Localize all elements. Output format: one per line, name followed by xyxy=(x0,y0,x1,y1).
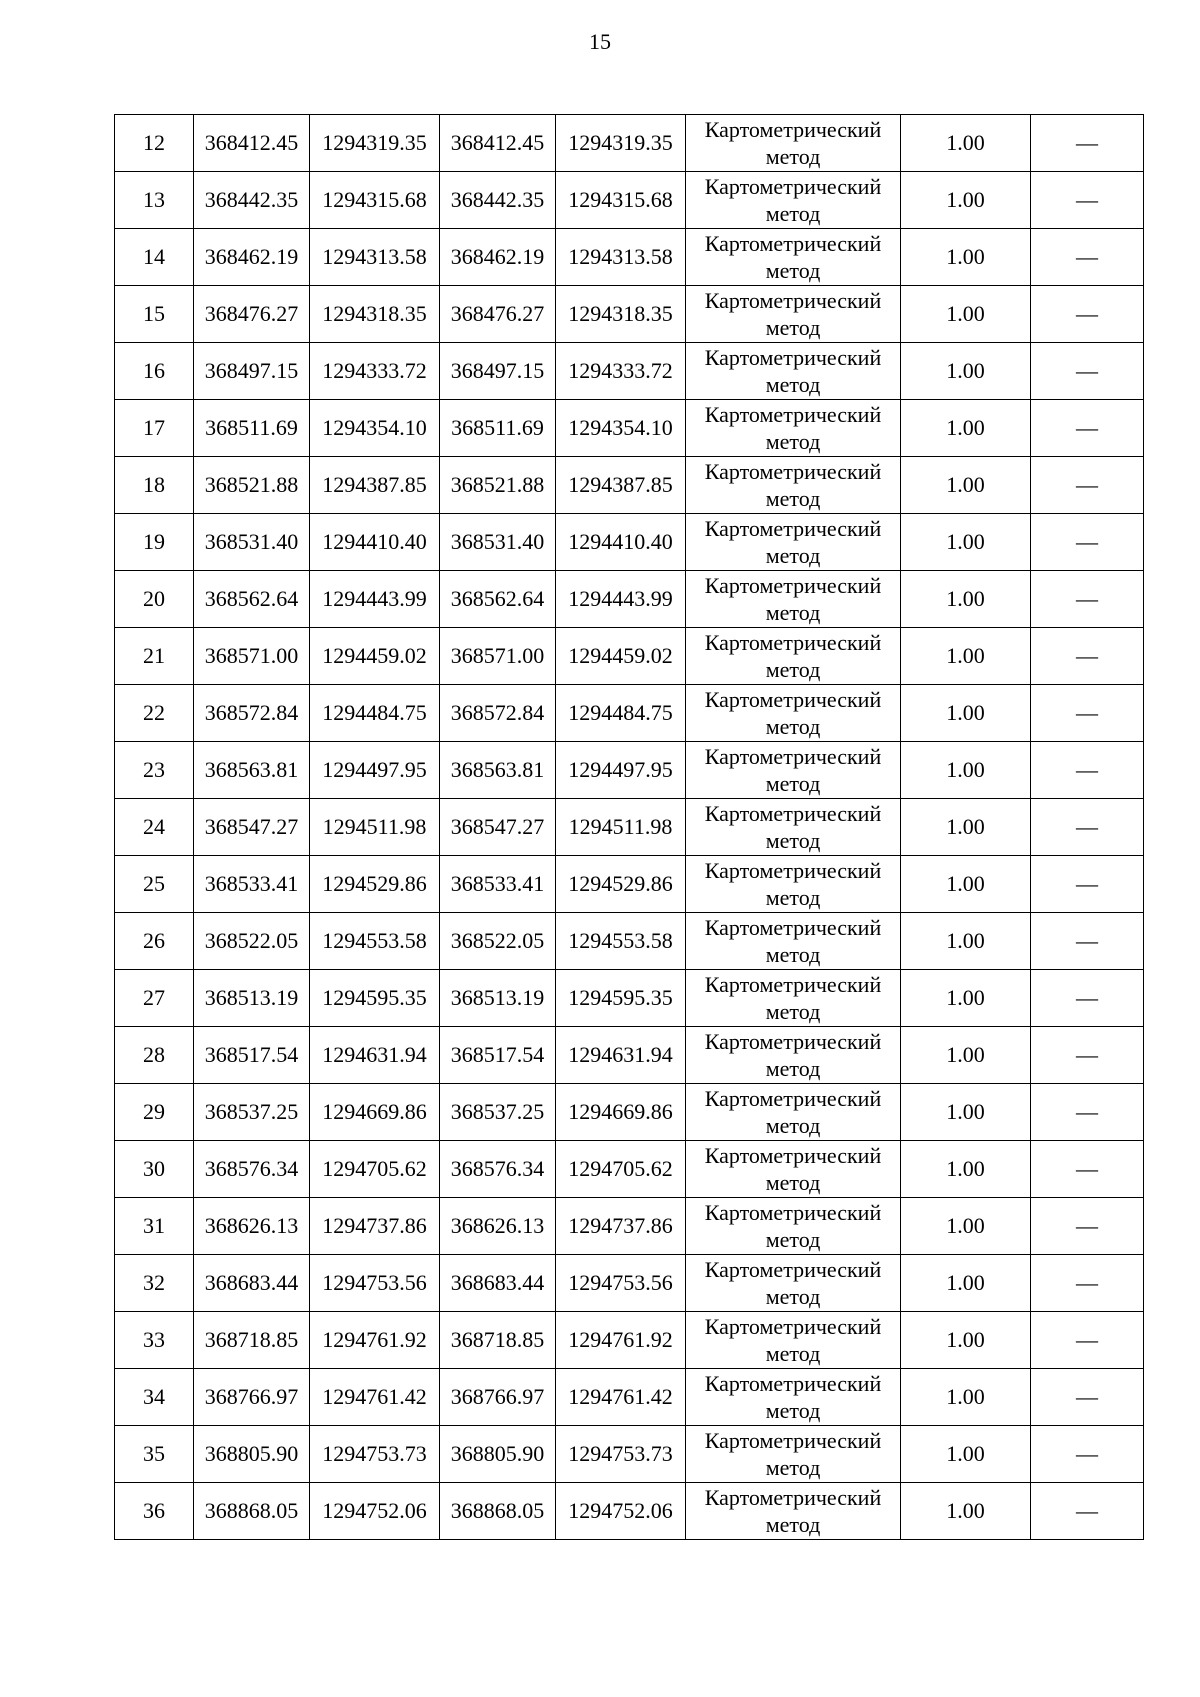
accuracy-cell: 1.00 xyxy=(901,514,1031,571)
x-existing-cell: 368522.05 xyxy=(194,913,310,970)
method-line: Картометрический xyxy=(704,345,882,370)
method-line: метод xyxy=(765,372,821,397)
point-number-cell: 27 xyxy=(115,970,194,1027)
point-number-cell: 26 xyxy=(115,913,194,970)
accuracy-cell: 1.00 xyxy=(901,286,1031,343)
method-cell xyxy=(686,856,901,913)
method-line: метод xyxy=(765,1341,821,1366)
x-refined-cell: 368462.19 xyxy=(440,229,556,286)
x-refined-cell: 368412.45 xyxy=(440,115,556,172)
accuracy-cell: 1.00 xyxy=(901,229,1031,286)
method-line: Картометрический xyxy=(704,288,882,313)
note-cell: — xyxy=(1031,742,1144,799)
y-refined-cell: 1294318.35 xyxy=(556,286,686,343)
method-cell xyxy=(686,1426,901,1483)
method-cell xyxy=(686,742,901,799)
x-existing-cell: 368683.44 xyxy=(194,1255,310,1312)
x-refined-cell: 368683.44 xyxy=(440,1255,556,1312)
method-line: Картометрический xyxy=(704,915,882,940)
point-number-cell: 23 xyxy=(115,742,194,799)
method-cell xyxy=(686,1369,901,1426)
method-line: Картометрический xyxy=(704,744,882,769)
y-existing-cell: 1294387.85 xyxy=(310,457,440,514)
note-cell: — xyxy=(1031,400,1144,457)
table-row xyxy=(115,1255,1144,1312)
y-existing-cell: 1294354.10 xyxy=(310,400,440,457)
x-existing-cell: 368476.27 xyxy=(194,286,310,343)
method-cell xyxy=(686,1255,901,1312)
y-existing-cell: 1294761.42 xyxy=(310,1369,440,1426)
table-row xyxy=(115,343,1144,400)
x-refined-cell: 368517.54 xyxy=(440,1027,556,1084)
y-refined-cell: 1294631.94 xyxy=(556,1027,686,1084)
x-existing-cell: 368626.13 xyxy=(194,1198,310,1255)
y-refined-cell: 1294511.98 xyxy=(556,799,686,856)
method-line: метод xyxy=(765,1227,821,1252)
note-cell: — xyxy=(1031,457,1144,514)
y-refined-cell: 1294529.86 xyxy=(556,856,686,913)
method-line: метод xyxy=(765,1113,821,1138)
table-row xyxy=(115,799,1144,856)
y-existing-cell: 1294705.62 xyxy=(310,1141,440,1198)
accuracy-cell: 1.00 xyxy=(901,400,1031,457)
y-refined-cell: 1294753.73 xyxy=(556,1426,686,1483)
x-refined-cell: 368497.15 xyxy=(440,343,556,400)
y-existing-cell: 1294459.02 xyxy=(310,628,440,685)
x-refined-cell: 368513.19 xyxy=(440,970,556,1027)
y-existing-cell: 1294484.75 xyxy=(310,685,440,742)
y-refined-cell: 1294761.42 xyxy=(556,1369,686,1426)
x-refined-cell: 368718.85 xyxy=(440,1312,556,1369)
point-number-cell: 15 xyxy=(115,286,194,343)
page-number: 15 xyxy=(589,29,611,54)
table-row xyxy=(115,856,1144,913)
method-cell xyxy=(686,343,901,400)
point-number-cell: 28 xyxy=(115,1027,194,1084)
x-existing-cell: 368563.81 xyxy=(194,742,310,799)
y-existing-cell: 1294333.72 xyxy=(310,343,440,400)
table-row xyxy=(115,913,1144,970)
method-line: метод xyxy=(765,1170,821,1195)
method-line: Картометрический xyxy=(704,231,882,256)
method-line: Картометрический xyxy=(704,801,882,826)
y-existing-cell: 1294631.94 xyxy=(310,1027,440,1084)
method-cell xyxy=(686,685,901,742)
table-row xyxy=(115,1312,1144,1369)
accuracy-cell: 1.00 xyxy=(901,1369,1031,1426)
method-line: Картометрический xyxy=(704,1086,882,1111)
x-refined-cell: 368571.00 xyxy=(440,628,556,685)
note-cell: — xyxy=(1031,1312,1144,1369)
method-line: метод xyxy=(765,828,821,853)
note-cell: — xyxy=(1031,571,1144,628)
method-line: метод xyxy=(765,714,821,739)
x-existing-cell: 368511.69 xyxy=(194,400,310,457)
point-number-cell: 22 xyxy=(115,685,194,742)
method-cell xyxy=(686,1483,901,1540)
x-existing-cell: 368868.05 xyxy=(194,1483,310,1540)
point-number-cell: 30 xyxy=(115,1141,194,1198)
y-existing-cell: 1294753.56 xyxy=(310,1255,440,1312)
y-existing-cell: 1294443.99 xyxy=(310,571,440,628)
method-line: метод xyxy=(765,999,821,1024)
y-existing-cell: 1294753.73 xyxy=(310,1426,440,1483)
method-line: метод xyxy=(765,1398,821,1423)
method-cell xyxy=(686,1084,901,1141)
method-line: Картометрический xyxy=(704,459,882,484)
method-line: Картометрический xyxy=(704,516,882,541)
y-refined-cell: 1294761.92 xyxy=(556,1312,686,1369)
method-line: Картометрический xyxy=(704,1485,882,1510)
point-number-cell: 36 xyxy=(115,1483,194,1540)
x-refined-cell: 368868.05 xyxy=(440,1483,556,1540)
x-existing-cell: 368572.84 xyxy=(194,685,310,742)
y-existing-cell: 1294511.98 xyxy=(310,799,440,856)
accuracy-cell: 1.00 xyxy=(901,799,1031,856)
y-refined-cell: 1294752.06 xyxy=(556,1483,686,1540)
x-existing-cell: 368533.41 xyxy=(194,856,310,913)
table-row xyxy=(115,1369,1144,1426)
y-refined-cell: 1294333.72 xyxy=(556,343,686,400)
table-row xyxy=(115,1483,1144,1540)
point-number-cell: 12 xyxy=(115,115,194,172)
method-cell xyxy=(686,514,901,571)
table-row xyxy=(115,1141,1144,1198)
method-line: Картометрический xyxy=(704,972,882,997)
point-number-cell: 20 xyxy=(115,571,194,628)
method-line: Картометрический xyxy=(704,573,882,598)
point-number-cell: 31 xyxy=(115,1198,194,1255)
accuracy-cell: 1.00 xyxy=(901,1255,1031,1312)
y-existing-cell: 1294410.40 xyxy=(310,514,440,571)
table-row xyxy=(115,1027,1144,1084)
note-cell: — xyxy=(1031,1483,1144,1540)
x-refined-cell: 368521.88 xyxy=(440,457,556,514)
accuracy-cell: 1.00 xyxy=(901,970,1031,1027)
x-refined-cell: 368522.05 xyxy=(440,913,556,970)
accuracy-cell: 1.00 xyxy=(901,856,1031,913)
note-cell: — xyxy=(1031,115,1144,172)
point-number-cell: 21 xyxy=(115,628,194,685)
note-cell: — xyxy=(1031,685,1144,742)
y-existing-cell: 1294313.58 xyxy=(310,229,440,286)
point-number-cell: 13 xyxy=(115,172,194,229)
method-line: метод xyxy=(765,258,821,283)
x-refined-cell: 368626.13 xyxy=(440,1198,556,1255)
note-cell: — xyxy=(1031,799,1144,856)
y-refined-cell: 1294319.35 xyxy=(556,115,686,172)
y-refined-cell: 1294387.85 xyxy=(556,457,686,514)
point-number-cell: 33 xyxy=(115,1312,194,1369)
accuracy-cell: 1.00 xyxy=(901,685,1031,742)
method-line: Картометрический xyxy=(704,1314,882,1339)
x-existing-cell: 368497.15 xyxy=(194,343,310,400)
table-row xyxy=(115,1198,1144,1255)
y-refined-cell: 1294497.95 xyxy=(556,742,686,799)
method-cell xyxy=(686,457,901,514)
accuracy-cell: 1.00 xyxy=(901,115,1031,172)
method-line: метод xyxy=(765,429,821,454)
method-line: метод xyxy=(765,942,821,967)
method-line: Картометрический xyxy=(704,1200,882,1225)
y-refined-cell: 1294553.58 xyxy=(556,913,686,970)
x-refined-cell: 368547.27 xyxy=(440,799,556,856)
method-cell xyxy=(686,571,901,628)
method-line: Картометрический xyxy=(704,1428,882,1453)
table-row xyxy=(115,115,1144,172)
method-cell xyxy=(686,286,901,343)
table-row xyxy=(115,1084,1144,1141)
table-row xyxy=(115,970,1144,1027)
point-number-cell: 24 xyxy=(115,799,194,856)
y-existing-cell: 1294497.95 xyxy=(310,742,440,799)
table-row xyxy=(115,742,1144,799)
y-refined-cell: 1294443.99 xyxy=(556,571,686,628)
x-existing-cell: 368517.54 xyxy=(194,1027,310,1084)
y-existing-cell: 1294553.58 xyxy=(310,913,440,970)
table-row xyxy=(115,1426,1144,1483)
x-existing-cell: 368442.35 xyxy=(194,172,310,229)
note-cell: — xyxy=(1031,913,1144,970)
note-cell: — xyxy=(1031,1141,1144,1198)
accuracy-cell: 1.00 xyxy=(901,1141,1031,1198)
method-line: Картометрический xyxy=(704,630,882,655)
method-line: метод xyxy=(765,144,821,169)
note-cell: — xyxy=(1031,343,1144,400)
y-refined-cell: 1294753.56 xyxy=(556,1255,686,1312)
point-number-cell: 29 xyxy=(115,1084,194,1141)
x-refined-cell: 368537.25 xyxy=(440,1084,556,1141)
method-line: Картометрический xyxy=(704,402,882,427)
coordinates-table xyxy=(114,114,1144,1540)
method-cell xyxy=(686,229,901,286)
table-row xyxy=(115,229,1144,286)
x-refined-cell: 368562.64 xyxy=(440,571,556,628)
x-existing-cell: 368562.64 xyxy=(194,571,310,628)
table-row xyxy=(115,400,1144,457)
y-refined-cell: 1294484.75 xyxy=(556,685,686,742)
x-refined-cell: 368563.81 xyxy=(440,742,556,799)
accuracy-cell: 1.00 xyxy=(901,1198,1031,1255)
x-refined-cell: 368531.40 xyxy=(440,514,556,571)
method-cell xyxy=(686,400,901,457)
y-refined-cell: 1294705.62 xyxy=(556,1141,686,1198)
note-cell: — xyxy=(1031,229,1144,286)
x-refined-cell: 368442.35 xyxy=(440,172,556,229)
method-line: Картометрический xyxy=(704,1029,882,1054)
accuracy-cell: 1.00 xyxy=(901,1312,1031,1369)
method-line: метод xyxy=(765,600,821,625)
x-existing-cell: 368462.19 xyxy=(194,229,310,286)
point-number-cell: 35 xyxy=(115,1426,194,1483)
accuracy-cell: 1.00 xyxy=(901,742,1031,799)
method-line: Картометрический xyxy=(704,1371,882,1396)
method-line: Картометрический xyxy=(704,174,882,199)
note-cell: — xyxy=(1031,1198,1144,1255)
note-cell: — xyxy=(1031,172,1144,229)
method-line: Картометрический xyxy=(704,687,882,712)
x-existing-cell: 368718.85 xyxy=(194,1312,310,1369)
point-number-cell: 16 xyxy=(115,343,194,400)
y-refined-cell: 1294354.10 xyxy=(556,400,686,457)
y-refined-cell: 1294669.86 xyxy=(556,1084,686,1141)
accuracy-cell: 1.00 xyxy=(901,913,1031,970)
table-row xyxy=(115,685,1144,742)
point-number-cell: 32 xyxy=(115,1255,194,1312)
note-cell: — xyxy=(1031,970,1144,1027)
x-refined-cell: 368533.41 xyxy=(440,856,556,913)
note-cell: — xyxy=(1031,1084,1144,1141)
note-cell: — xyxy=(1031,628,1144,685)
method-line: метод xyxy=(765,1512,821,1537)
method-line: Картометрический xyxy=(704,117,882,142)
method-line: метод xyxy=(765,1284,821,1309)
point-number-cell: 19 xyxy=(115,514,194,571)
x-existing-cell: 368412.45 xyxy=(194,115,310,172)
point-number-cell: 17 xyxy=(115,400,194,457)
table-row xyxy=(115,286,1144,343)
method-line: метод xyxy=(765,1056,821,1081)
y-existing-cell: 1294761.92 xyxy=(310,1312,440,1369)
method-cell xyxy=(686,1198,901,1255)
x-existing-cell: 368513.19 xyxy=(194,970,310,1027)
x-existing-cell: 368571.00 xyxy=(194,628,310,685)
y-refined-cell: 1294313.58 xyxy=(556,229,686,286)
note-cell: — xyxy=(1031,1027,1144,1084)
method-line: метод xyxy=(765,1455,821,1480)
x-existing-cell: 368766.97 xyxy=(194,1369,310,1426)
method-cell xyxy=(686,628,901,685)
method-line: метод xyxy=(765,885,821,910)
accuracy-cell: 1.00 xyxy=(901,1084,1031,1141)
y-existing-cell: 1294669.86 xyxy=(310,1084,440,1141)
note-cell: — xyxy=(1031,1426,1144,1483)
method-line: метод xyxy=(765,543,821,568)
y-refined-cell: 1294737.86 xyxy=(556,1198,686,1255)
accuracy-cell: 1.00 xyxy=(901,457,1031,514)
method-line: метод xyxy=(765,657,821,682)
x-existing-cell: 368576.34 xyxy=(194,1141,310,1198)
accuracy-cell: 1.00 xyxy=(901,343,1031,400)
accuracy-cell: 1.00 xyxy=(901,1027,1031,1084)
x-refined-cell: 368511.69 xyxy=(440,400,556,457)
y-existing-cell: 1294319.35 xyxy=(310,115,440,172)
point-number-cell: 25 xyxy=(115,856,194,913)
table-row xyxy=(115,514,1144,571)
y-refined-cell: 1294459.02 xyxy=(556,628,686,685)
method-cell xyxy=(686,115,901,172)
x-refined-cell: 368766.97 xyxy=(440,1369,556,1426)
method-cell xyxy=(686,913,901,970)
point-number-cell: 18 xyxy=(115,457,194,514)
x-refined-cell: 368572.84 xyxy=(440,685,556,742)
y-existing-cell: 1294752.06 xyxy=(310,1483,440,1540)
y-refined-cell: 1294595.35 xyxy=(556,970,686,1027)
table-row xyxy=(115,571,1144,628)
point-number-cell: 14 xyxy=(115,229,194,286)
accuracy-cell: 1.00 xyxy=(901,571,1031,628)
y-existing-cell: 1294315.68 xyxy=(310,172,440,229)
y-existing-cell: 1294318.35 xyxy=(310,286,440,343)
table-body xyxy=(115,115,1144,1540)
note-cell: — xyxy=(1031,514,1144,571)
method-cell xyxy=(686,970,901,1027)
x-existing-cell: 368537.25 xyxy=(194,1084,310,1141)
accuracy-cell: 1.00 xyxy=(901,172,1031,229)
accuracy-cell: 1.00 xyxy=(901,1426,1031,1483)
method-cell xyxy=(686,1312,901,1369)
method-line: Картометрический xyxy=(704,1257,882,1282)
method-cell xyxy=(686,1027,901,1084)
table-row xyxy=(115,628,1144,685)
note-cell: — xyxy=(1031,1255,1144,1312)
method-line: метод xyxy=(765,486,821,511)
x-existing-cell: 368805.90 xyxy=(194,1426,310,1483)
method-cell xyxy=(686,799,901,856)
y-existing-cell: 1294529.86 xyxy=(310,856,440,913)
y-existing-cell: 1294595.35 xyxy=(310,970,440,1027)
method-line: метод xyxy=(765,771,821,796)
method-line: метод xyxy=(765,201,821,226)
method-line: Картометрический xyxy=(704,858,882,883)
method-cell xyxy=(686,172,901,229)
accuracy-cell: 1.00 xyxy=(901,1483,1031,1540)
table-row xyxy=(115,172,1144,229)
accuracy-cell: 1.00 xyxy=(901,628,1031,685)
x-existing-cell: 368547.27 xyxy=(194,799,310,856)
table-row xyxy=(115,457,1144,514)
method-cell xyxy=(686,1141,901,1198)
point-number-cell: 34 xyxy=(115,1369,194,1426)
method-line: метод xyxy=(765,315,821,340)
y-existing-cell: 1294737.86 xyxy=(310,1198,440,1255)
x-refined-cell: 368476.27 xyxy=(440,286,556,343)
x-refined-cell: 368805.90 xyxy=(440,1426,556,1483)
y-refined-cell: 1294410.40 xyxy=(556,514,686,571)
x-refined-cell: 368576.34 xyxy=(440,1141,556,1198)
x-existing-cell: 368531.40 xyxy=(194,514,310,571)
y-refined-cell: 1294315.68 xyxy=(556,172,686,229)
note-cell: — xyxy=(1031,856,1144,913)
note-cell: — xyxy=(1031,286,1144,343)
note-cell: — xyxy=(1031,1369,1144,1426)
method-line: Картометрический xyxy=(704,1143,882,1168)
x-existing-cell: 368521.88 xyxy=(194,457,310,514)
